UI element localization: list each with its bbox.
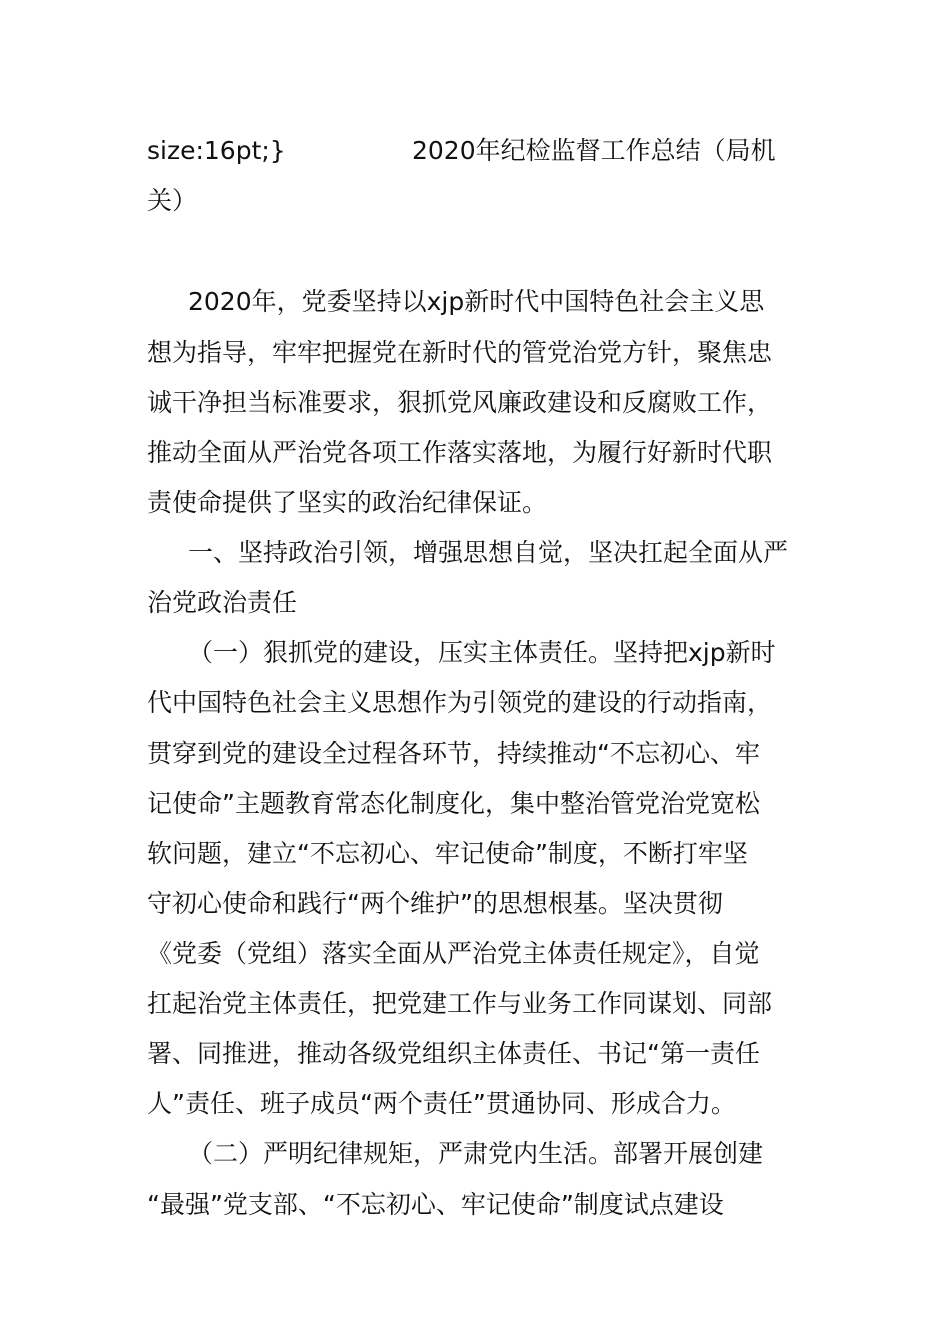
paragraph-line: 扛起治党主体责任，把党建工作与业务工作同谋划、同部 [147,989,773,1018]
paragraph-line: 代中国特色社会主义思想作为引领党的建设的行动指南， [147,688,773,717]
paragraph-line: 想为指导，牢牢把握党在新时代的管党治党方针，聚焦忠 [147,338,773,367]
paragraph-line: “最强”党支部、“不忘初心、牢记使命”制度试点建设 [147,1190,724,1219]
paragraph-line: 守初心使命和践行“两个维护”的思想根基。坚决贯彻 [147,889,723,918]
paragraph-line: （一）狠抓党的建设，压实主体责任。坚持把xjp新时 [188,638,776,667]
document-title: 2020年纪检监督工作总结（局机 [412,136,776,165]
paragraph-line: （二）严明纪律规矩，严肃党内生活。部署开展创建 [188,1139,764,1168]
paragraph-line: 署、同推进，推动各级党组织主体责任、书记“第一责任 [147,1039,760,1068]
paragraph-line: 人”责任、班子成员“两个责任”贯通协同、形成合力。 [147,1089,736,1118]
paragraph-line: 2020年，党委坚持以xjp新时代中国特色社会主义思 [188,287,765,316]
paragraph-line: 记使命”主题教育常态化制度化，集中整治管党治党宽松 [147,789,760,818]
paragraph-line: 软问题，建立“不忘初心、牢记使命”制度，不断打牢坚 [147,839,748,868]
title-prefix: size:16pt;} [147,136,286,165]
document-title-end: 关） [147,186,198,215]
paragraph-line: 《党委（党组）落实全面从严治党主体责任规定》，自觉 [147,939,760,968]
section-heading-line: 治党政治责任 [147,588,298,617]
paragraph-line: 诚干净担当标准要求，狠抓党风廉政建设和反腐败工作， [147,388,773,417]
paragraph-line: 责使命提供了坚实的政治纪律保证。 [147,488,548,517]
paragraph-line: 贯穿到党的建设全过程各环节，持续推动“不忘初心、牢 [147,739,760,768]
paragraph-line: 推动全面从严治党各项工作落实落地，为履行好新时代职 [147,438,773,467]
section-heading-line: 一、坚持政治引领，增强思想自觉，坚决扛起全面从严 [188,538,789,567]
